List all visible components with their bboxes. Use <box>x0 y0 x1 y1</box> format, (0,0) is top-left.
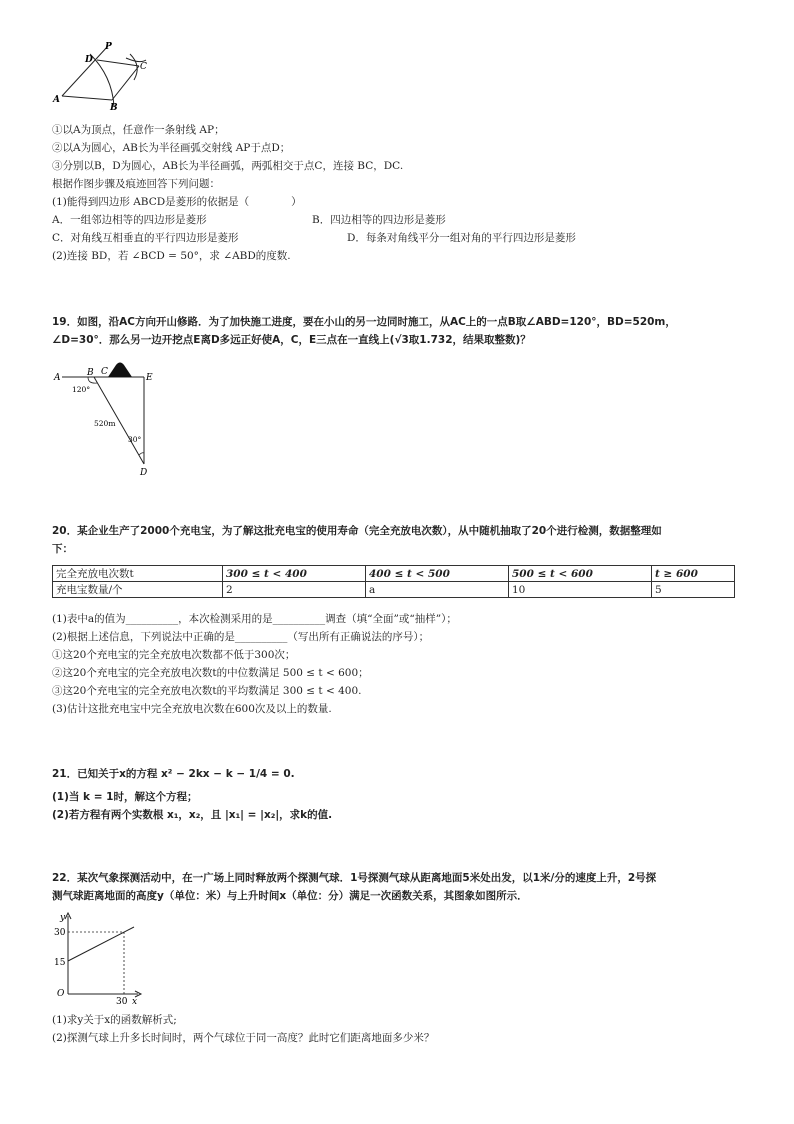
q18-option-d: D．每条对角线平分一组对角的平行四边形是菱形 <box>347 232 576 244</box>
charge-cycles-table <box>52 565 735 598</box>
q20-line2: 下： <box>52 543 73 555</box>
table-header-cell: 400 ≤ t < 500 <box>366 566 509 582</box>
q22-line2: 测气球距离地面的高度y（单位：米）与上升时间x（单位：分）满足一次函数关系，其图象如图所示． <box>52 890 528 902</box>
x-tick-30: 30 <box>116 997 128 1006</box>
label-d: D <box>140 468 148 478</box>
table-cell: 10 <box>509 582 652 598</box>
q18-option-b: B．四边相等的四边形是菱形 <box>312 214 446 226</box>
label-c: C <box>101 367 108 377</box>
table-header-cell: 300 ≤ t < 400 <box>223 566 366 582</box>
mountain-icon <box>108 363 132 378</box>
q18-part1: (1)能得到四边形 ABCD是菱形的依据是（ ） <box>52 196 302 208</box>
q20-part2: (2)根据上述信息，下列说法中正确的是__________（写出所有正确说法的序号）； <box>52 631 430 643</box>
q20-statement1: ①这20个充电宝的完全充放电次数都不低于300次； <box>52 649 296 661</box>
q20-statement3: ③这20个充电宝的完全充放电次数t的平均数满足 300 ≤ t < 400. <box>52 685 362 697</box>
label-length: 520m <box>94 419 116 428</box>
label-d: D <box>85 55 93 65</box>
y-axis-label: y <box>60 913 66 923</box>
q19-line2: ∠D=30°．那么另一边开挖点E离D多远正好使A，C，E三点在一直线上(√3取1.732，结果取整数)？ <box>52 334 531 346</box>
q21-line1: 21．已知关于x的方程 x² − 2kx − k − 1/4 = 0. <box>52 768 295 780</box>
q22-part1: (1)求y关于x的函数解析式; <box>52 1014 177 1026</box>
q18-intro: 根据作图步骤及痕迹回答下列问题： <box>52 178 220 190</box>
label-e: E <box>146 373 153 383</box>
y-tick-30: 30 <box>54 928 66 938</box>
label-p: P <box>105 42 112 52</box>
segment-bc <box>112 66 139 100</box>
q18-step1: ①以A为顶点，任意作一条射线 AP； <box>52 124 225 136</box>
q20-part1: (1)表中a的值为__________，本次检测采用的是__________调查（填“全面”或“抽样”）； <box>52 613 457 625</box>
q20-line1: 20．某企业生产了2000个充电宝，为了解这批充电宝的使用寿命（完全充放电次数），从中随机抽取了20个进行检测，数据整理如 <box>52 525 662 537</box>
label-b: B <box>87 368 94 378</box>
q21-part2: (2)若方程有两个实数根 x₁，x₂，且 |x₁| = |x₂|，求k的值. <box>52 809 333 821</box>
balloon-height-graph <box>52 910 152 1006</box>
q18-step3: ③分别以B，D为圆心，AB长为半径画弧，两弧相交于点C，连接 BC，DC. <box>52 160 404 172</box>
mountain-road-figure <box>52 360 172 480</box>
segment-ab <box>62 96 112 100</box>
q18-option-a: A．一组邻边相等的四边形是菱形 <box>52 214 207 226</box>
x-axis-label: x <box>132 997 138 1006</box>
label-angle-b: 120° <box>72 385 91 394</box>
q20-part3: (3)估计这批充电宝中完全充放电次数在600次及以上的数量. <box>52 703 332 715</box>
table-cell: a <box>366 582 509 598</box>
label-b: B <box>110 103 118 112</box>
table-header-cell: 500 ≤ t < 600 <box>509 566 652 582</box>
table-cell: 充电宝数量/个 <box>53 582 223 598</box>
label-c: C <box>140 62 147 72</box>
q20-statement2: ②这20个充电宝的完全充放电次数t的中位数满足 500 ≤ t < 600； <box>52 667 369 679</box>
q22-line1: 22．某次气象探测活动中，在一广场上同时释放两个探测气球．1号探测气球从距离地面5米处出发，以1米/分的速度上升，2号探 <box>52 872 657 884</box>
label-angle-d: 30° <box>128 435 142 444</box>
q19-line1: 19．如图，沿AC方向开山修路．为了加快施工进度，要在小山的另一边同时施工，从AC上的一点B取∠ABD=120°，BD=520m， <box>52 316 676 328</box>
table-header-row <box>53 566 735 582</box>
rhombus-construction-figure <box>50 40 160 112</box>
ray-ap <box>62 46 108 96</box>
label-a: A <box>53 95 60 105</box>
q18-step2: ②以A为圆心，AB长为半径画弧交射线 AP于点D； <box>52 142 291 154</box>
origin-label: O <box>57 989 65 999</box>
table-header-cell: 完全充放电次数t <box>53 566 223 582</box>
label-a: A <box>54 373 61 383</box>
angle-d-arc <box>139 453 144 455</box>
q22-part2: (2)探测气球上升多长时间时，两个气球位于同一高度？此时它们距离地面多少米？ <box>52 1032 435 1044</box>
q18-part2: (2)连接 BD，若 ∠BCD = 50°，求 ∠ABD的度数. <box>52 250 291 262</box>
table-header-cell: t ≥ 600 <box>652 566 735 582</box>
y-tick-15: 15 <box>54 958 66 968</box>
q21-part1: (1)当 k = 1时，解这个方程； <box>52 791 198 803</box>
q18-option-c: C．对角线互相垂直的平行四边形是菱形 <box>52 232 239 244</box>
table-cell: 2 <box>223 582 366 598</box>
table-row <box>53 582 735 598</box>
table-cell: 5 <box>652 582 735 598</box>
